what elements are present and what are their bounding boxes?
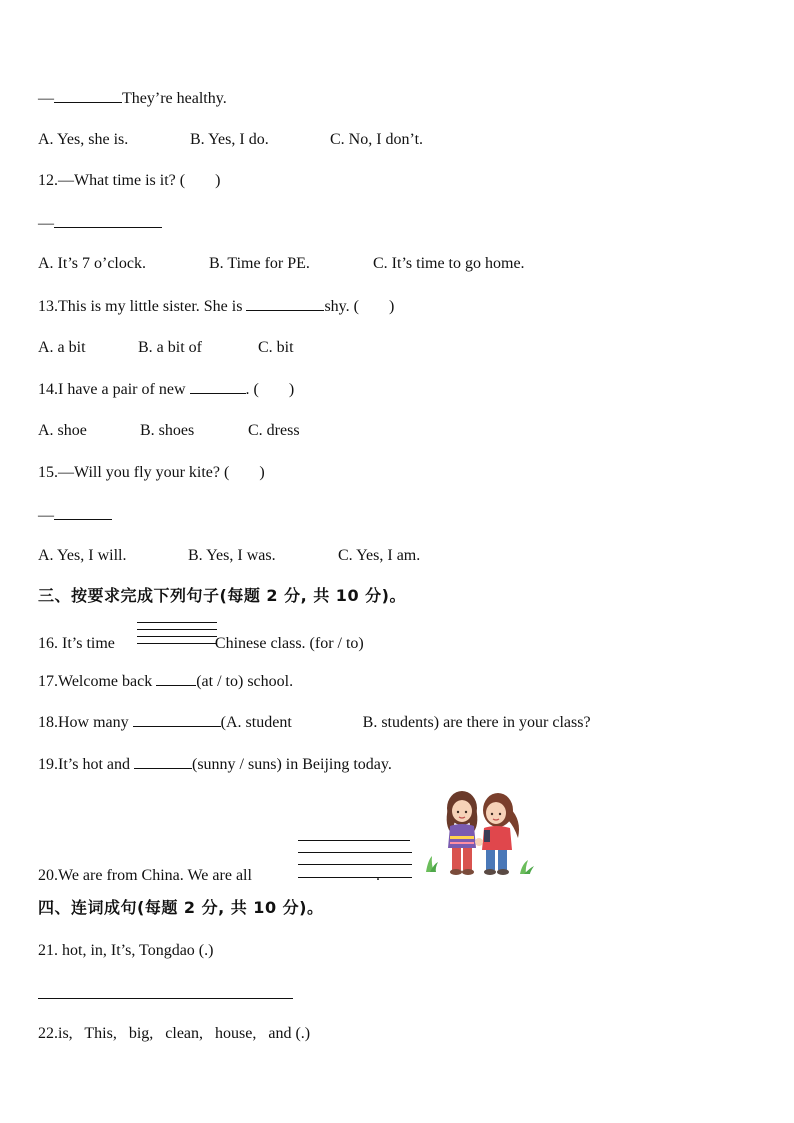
- section-4-heading: 四、连词成句(每题 2 分, 共 10 分)。: [38, 898, 324, 917]
- q11-blank[interactable]: [54, 88, 122, 103]
- q13-blank[interactable]: [246, 296, 324, 311]
- q12-dash: —: [38, 215, 54, 232]
- q12-prompt: [38, 171, 220, 191]
- q22-words: 22.is, This, big, clean, house, and (.): [38, 1025, 311, 1042]
- q14-prompt: [38, 379, 294, 400]
- q17-line: [38, 671, 293, 692]
- q12-close-paren: ): [215, 172, 221, 189]
- q18-option-b[interactable]: B. students) are there in your class?: [362, 714, 591, 731]
- q14-text-after: . (: [245, 381, 259, 398]
- q16-text-after: Chinese class. (for / to): [214, 635, 364, 652]
- q20-line: [38, 866, 380, 886]
- q14-option-a[interactable]: A. shoe: [38, 422, 87, 439]
- q15-text: 15.—Will you fly your kite? (: [38, 464, 230, 481]
- q12-answer-line: [38, 213, 162, 234]
- q19-line: [38, 754, 392, 775]
- q18-blank[interactable]: [133, 712, 221, 727]
- q18-text-before: 18.How many: [38, 714, 133, 731]
- q13-option-c[interactable]: C. bit: [258, 339, 294, 356]
- q13-options: [38, 338, 294, 358]
- q16-text-before: 16. It’s time: [38, 635, 115, 652]
- q18-option-a[interactable]: (A. student: [220, 714, 292, 731]
- q15-option-c[interactable]: C. Yes, I am.: [338, 547, 421, 564]
- q20-period: .: [375, 867, 380, 884]
- q14-option-b[interactable]: B. shoes: [140, 422, 195, 439]
- q17-text-before: 17.Welcome back: [38, 673, 157, 690]
- q14-option-c[interactable]: C. dress: [248, 422, 300, 439]
- q11-options: [38, 130, 423, 150]
- q11-answer-text: They’re healthy.: [122, 90, 227, 107]
- q13-prompt: [38, 296, 394, 317]
- q15-blank[interactable]: [54, 505, 112, 520]
- q17-text-after: (at / to) school.: [196, 673, 294, 690]
- q17-blank[interactable]: [156, 671, 196, 686]
- q21-answer-line[interactable]: [38, 998, 293, 999]
- q15-prompt: [38, 463, 265, 483]
- q12-text: 12.—What time is it? (: [38, 172, 186, 189]
- q15-dash: —: [38, 507, 54, 524]
- q11-answer-line: [38, 88, 227, 109]
- q12-option-b[interactable]: B. Time for PE.: [209, 255, 310, 272]
- q14-text-before: 14.I have a pair of new: [38, 381, 190, 398]
- q13-close-paren: ): [388, 298, 395, 315]
- q16-line: [38, 634, 364, 654]
- q11-option-a[interactable]: A. Yes, she is.: [38, 131, 129, 148]
- q12-option-a[interactable]: A. It’s 7 o’clock.: [38, 255, 146, 272]
- q11-dash: —: [38, 90, 54, 107]
- q14-close-paren: ): [288, 381, 295, 398]
- q13-option-a[interactable]: A. a bit: [38, 339, 86, 356]
- q19-blank[interactable]: [134, 754, 192, 769]
- q12-blank[interactable]: [54, 213, 162, 228]
- q13-option-b[interactable]: B. a bit of: [138, 339, 202, 356]
- section-3-heading: 三、按要求完成下列句子(每题 2 分, 共 10 分)。: [38, 586, 406, 605]
- q15-options: [38, 546, 420, 566]
- q14-blank[interactable]: [190, 379, 246, 394]
- q13-text-before: 13.This is my little sister. She is: [38, 298, 247, 315]
- q15-option-a[interactable]: A. Yes, I will.: [38, 547, 127, 564]
- q15-option-b[interactable]: B. Yes, I was.: [188, 547, 276, 564]
- q11-option-c[interactable]: C. No, I don’t.: [330, 131, 424, 148]
- q18-line: [38, 712, 591, 733]
- q19-text-before: 19.It’s hot and: [38, 756, 134, 773]
- q20-text-before: 20.We are from China. We are all: [38, 867, 252, 884]
- q19-text-after: (sunny / suns) in Beijing today.: [192, 756, 392, 773]
- q21-words: 21. hot, in, It’s, Tongdao (.): [38, 942, 214, 959]
- q12-option-c[interactable]: C. It’s time to go home.: [373, 255, 525, 272]
- q14-options: [38, 421, 300, 441]
- q12-options: [38, 254, 525, 274]
- q15-answer-line: [38, 505, 112, 526]
- q15-close-paren: ): [259, 464, 265, 481]
- q13-text-after: shy. (: [324, 298, 359, 315]
- q11-option-b[interactable]: B. Yes, I do.: [190, 131, 269, 148]
- two-girls-walking-illustration: [422, 786, 538, 882]
